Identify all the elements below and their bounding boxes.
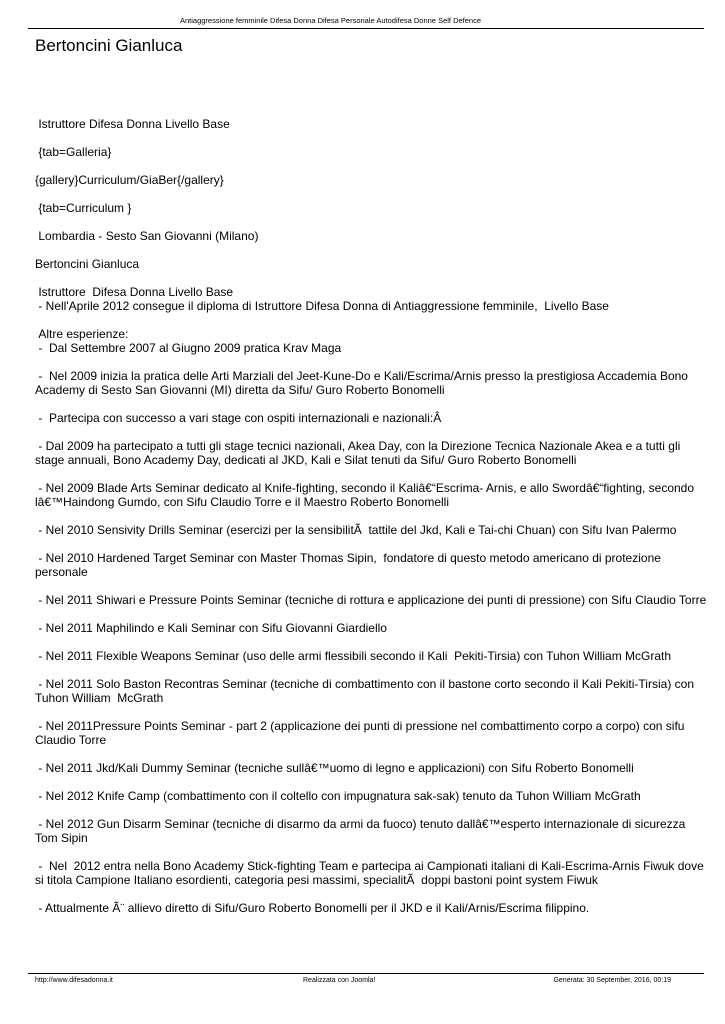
paragraph-experience: - Nel 2011 Flexible Weapons Seminar (uso delle armi flessibili secondo il Kali Pekiti-Tirsia) con Tuhon William McGrath [35,649,672,663]
paragraph-experience: - Nel 2011 Maphilindo e Kali Seminar con Sifu Giovanni Giardiello [35,621,387,635]
paragraph-experience: - Nel 2011 Solo Baston Recontras Seminar (tecniche di combattimento con il bastone corto secondo il Kali Pekiti-Tirsia) con Tuhon William McGrath [35,677,698,705]
footer-url: http://www.difesadonna.it [35,977,113,984]
header-site-text: Antiaggressione femminile Difesa Donna Difesa Personale Autodifesa Donne Self Defence [180,16,482,25]
footer-divider [28,973,704,974]
footer [35,977,671,987]
paragraph-tab-gallery: {tab=Galleria} [35,145,112,159]
paragraph-name: Bertoncini Gianluca [35,257,140,271]
paragraph-experience: - Nel 2012 entra nella Bono Academy Stick-fighting Team e partecipa ai Campionati italiani di Kali-Escrima-Arnis Fiwuk dove si titola Campione Italiano esordienti, categoria pesi massimi, specialitÃ doppi bastoni point system Fiwuk [35,859,708,887]
paragraph-tab-curriculum: {tab=Curriculum } [35,201,132,215]
paragraph-experience: - Nel 2009 inizia la pratica delle Arti Marziali del Jeet-Kune-Do e Kali/Escrima/Arnis presso la prestigiosa Accademia Bono Academy di Sesto San Giovanni (MI) diretta da Sifu/ Guro Roberto Bonomelli [35,369,691,397]
paragraph-experience: - Nel 2012 Knife Camp (combattimento con il coltello con impugnatura sak-sak) tenuto da Tuhon William McGrath [35,789,641,803]
header-divider [28,28,704,29]
paragraph-experience: - Nel 2011 Shiwari e Pressure Points Seminar (tecniche di rottura e applicazione dei punti di pressione) con Sifu Claudio Torre [35,593,707,607]
article-body [35,117,707,929]
paragraph-experience: - Nel 2011Pressure Points Seminar - part 2 (applicazione dei punti di pressione nel combattimento corpo a corpo) con sifu Claudio Torre [35,719,688,747]
footer-made-with: Realizzata con Joomla! [303,977,376,984]
paragraph-diploma: Istruttore Difesa Donna Livello Base - Nell'Aprile 2012 consegue il diploma di Istruttore Difesa Donna di Antiaggressione femminile, Livello Base [38,285,609,313]
paragraph-experience: - Nel 2011 Jkd/Kali Dummy Seminar (tecniche sullâ€™uomo di legno e applicazioni) con Sifu Roberto Bonomelli [35,761,634,775]
paragraph-experience: - Attualmente Ã¨ allievo diretto di Sifu/Guro Roberto Bonomelli per il JKD e il Kali/Arnis/Escrima filippino. [35,901,590,915]
paragraph-experience: - Partecipa con successo a vari stage con ospiti internazionali e nazionali:Â [35,411,442,425]
paragraph-location: Lombardia - Sesto San Giovanni (Milano) [35,229,259,243]
paragraph-experience: - Dal 2009 ha partecipato a tutti gli stage tecnici nazionali, Akea Day, con la Direzione Tecnica Nazionale Akea e a tutti gli stage annuali, Bono Academy Day, dedicati al JKD, Kali e Silat tenuti da Sifu/ Guro Roberto Bonomelli [35,439,684,467]
paragraph-experience: - Nel 2012 Gun Disarm Seminar (tecniche di disarmo da armi da fuoco) tenuto dallâ€™esperto internazionale di sicurezza Tom Sipin [35,817,689,845]
paragraph-experience: - Nel 2010 Hardened Target Seminar con Master Thomas Sipin, fondatore di questo metodo americano di protezione personale [35,551,665,579]
footer-generated: Generata: 30 September, 2016, 00:19 [553,977,671,984]
paragraph-experience: - Nel 2009 Blade Arts Seminar dedicato al Knife-fighting, secondo il Kaliâ€“Escrima- Arnis, e allo Swordâ€“fighting, secondo lâ€™Haindong Gumdo, con Sifu Claudio Torre e il Maestro Roberto Bonomelli [35,481,698,509]
paragraph-experience: - Nel 2010 Sensivity Drills Seminar (esercizi per la sensibilitÃ tattile del Jkd, Kali e Tai-chi Chuan) con Sifu Ivan Palermo [35,523,677,537]
paragraph-other-experiences: Altre esperienze: - Dal Settembre 2007 al Giugno 2009 pratica Krav Maga [38,327,342,355]
page-title: Bertoncini Gianluca [35,36,183,55]
paragraph-role: Istruttore Difesa Donna Livello Base [35,117,230,131]
paragraph-gallery-code: {gallery}Curriculum/GiaBer{/gallery} [35,173,224,187]
